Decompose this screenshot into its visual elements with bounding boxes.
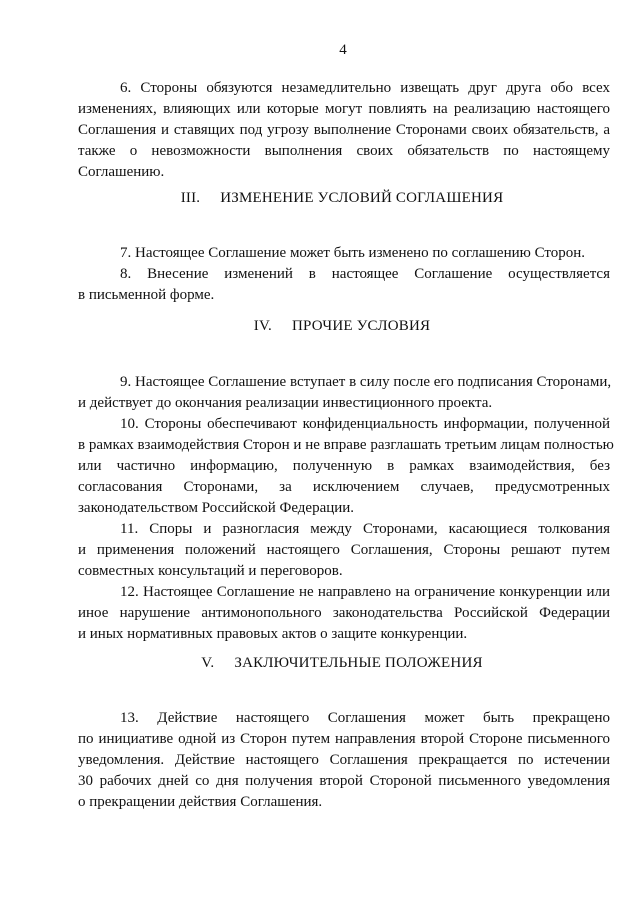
paragraph-line: 13. Действие настоящего Соглашения может быть прекращено xyxy=(120,710,610,726)
paragraph-line: 6. Стороны обязуются незамедлительно извещать друг друга обо всех xyxy=(120,80,610,96)
paragraph-line: 10. Стороны обеспечивают конфиденциальность информации, полученной xyxy=(120,416,610,432)
paragraph-line: 30 рабочих дней со дня получения второй Стороной письменного уведомления xyxy=(78,773,610,789)
section-number: IV. xyxy=(253,318,273,334)
page-number: 4 xyxy=(339,42,347,58)
paragraph-line: совместных консультаций и переговоров. xyxy=(78,563,343,579)
paragraph-line: также о невозможности выполнения своих обязательств по настоящему xyxy=(78,143,610,159)
paragraph-line: и действует до окончания реализации инвестиционного проекта. xyxy=(78,395,493,411)
section-heading-5 xyxy=(22,655,640,672)
paragraph-line: изменениях, влияющих или которые могут повлиять на реализацию настоящего xyxy=(78,101,610,117)
paragraph-line: уведомления. Действие настоящего Соглашения прекращается по истечении xyxy=(78,752,610,768)
section-heading-4 xyxy=(22,318,640,335)
paragraph-line: 12. Настоящее Соглашение не направлено на ограничение конкуренции или xyxy=(120,584,610,600)
paragraph-line: Соглашению. xyxy=(78,164,165,180)
paragraph-line: и применения положений настоящего Соглашения, Стороны решают путем xyxy=(78,542,610,558)
paragraph-line: или частично информацию, полученную в рамках взаимодействия, без xyxy=(78,458,610,474)
paragraph-line: в письменной форме. xyxy=(78,287,215,303)
paragraph-line: 11. Споры и разногласия между Сторонами, касающиеся толкования xyxy=(120,521,610,537)
section-number: III. xyxy=(180,190,201,206)
paragraph-line: о прекращении действия Соглашения. xyxy=(78,794,323,810)
paragraph-line: законодательством Российской Федерации. xyxy=(78,500,355,516)
section-title: ПРОЧИЕ УСЛОВИЯ xyxy=(292,318,431,334)
section-title: ИЗМЕНЕНИЕ УСЛОВИЙ СОГЛАШЕНИЯ xyxy=(220,190,504,206)
paragraph-line: и иных нормативных правовых актов о защите конкуренции. xyxy=(78,626,468,642)
paragraph-line: по инициативе одной из Сторон путем направления второй Стороне письменного xyxy=(78,731,610,747)
paragraph-line: согласования Сторонами, за исключением случаев, предусмотренных xyxy=(78,479,610,495)
paragraph-line: 8. Внесение изменений в настоящее Соглашение осуществляется xyxy=(120,266,610,282)
paragraph-line: в рамках взаимодействия Сторон и не вправе разглашать третьим лицам полностью xyxy=(78,437,614,453)
section-title: ЗАКЛЮЧИТЕЛЬНЫЕ ПОЛОЖЕНИЯ xyxy=(234,655,483,671)
paragraph-line: 7. Настоящее Соглашение может быть изменено по соглашению Сторон. xyxy=(120,245,586,261)
section-heading-3 xyxy=(22,190,640,207)
paragraph-line: иное нарушение антимонопольного законодательства Российской Федерации xyxy=(78,605,610,621)
paragraph-line: 9. Настоящее Соглашение вступает в силу после его подписания Сторонами, xyxy=(120,374,612,390)
section-number: V. xyxy=(201,655,215,671)
paragraph-line: Соглашения и ставящих под угрозу выполнение Сторонами своих обязательств, а xyxy=(78,122,610,138)
